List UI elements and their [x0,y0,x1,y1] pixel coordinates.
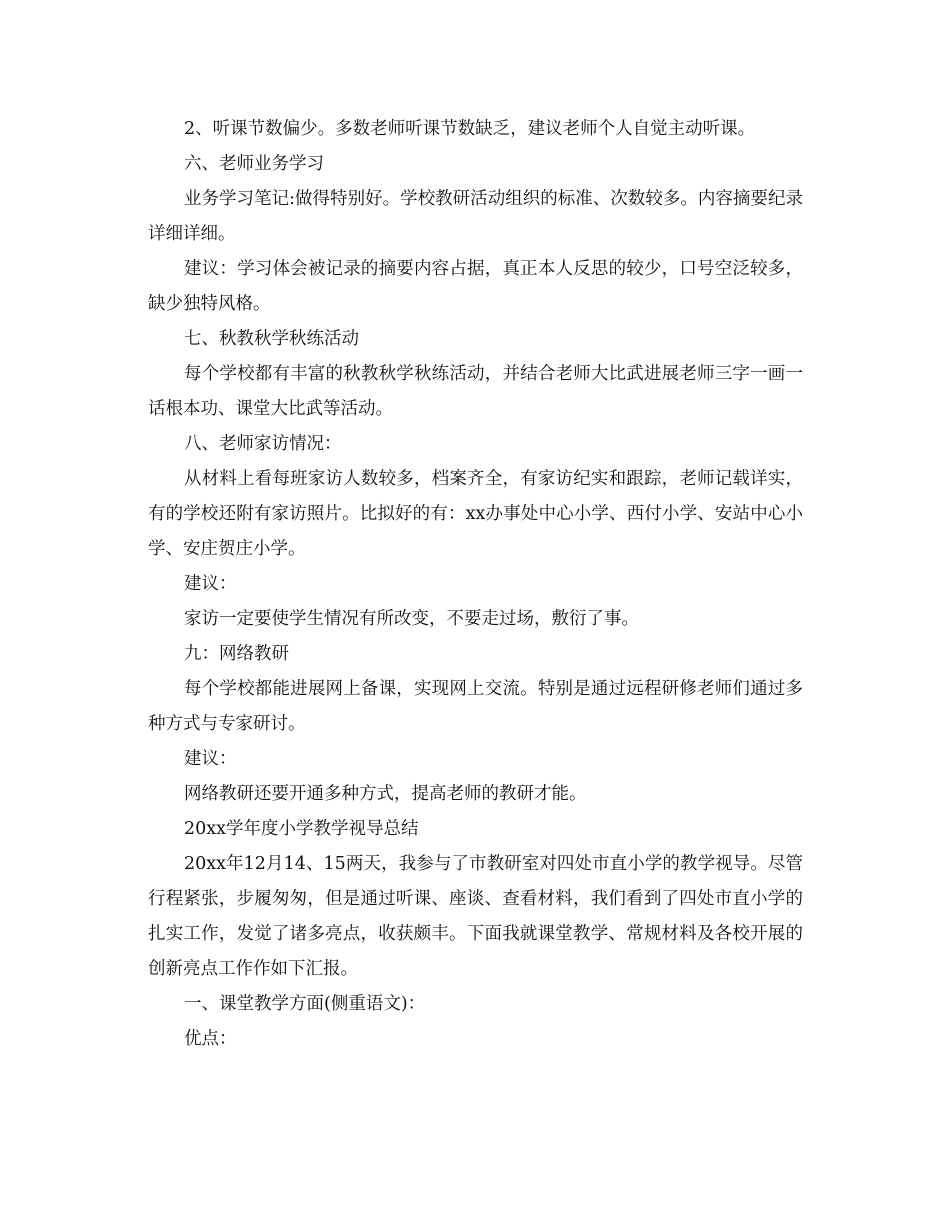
paragraph-study-notes: 业务学习笔记:做得特别好。学校教研活动组织的标准、次数较多。内容摘要纪录详细详细。 [148,189,803,244]
paragraph-online-suggestion: 网络教研还要开通多种方式，提高老师的教研才能。 [184,784,587,804]
paragraph-online-research: 每个学校都能进展网上备课，实现网上交流。特别是通过远程研修老师们通过多种方式与专家研讨。 [148,679,803,734]
paragraph-listening-lessons: 2、听课节数偏少。多数老师听课节数缺乏，建议老师个人自觉主动听课。 [184,119,756,139]
paragraph-study-suggestion: 建议：学习体会被记录的摘要内容占据，真正本人反思的较少，口号空泛较多，缺少独特风格。 [148,259,803,314]
section-title: 20xx学年度小学教学视导总结 [184,819,419,839]
paragraph-inspection-summary: 20xx年12月14、15两天，我参与了市教研室对四处市直小学的教学视导。尽管行程紧张，步履匆匆，但是通过听课、座谈、查看材料，我们看到了四处市直小学的扎实工作，发觉了诸多亮点，收获颇丰。下面我就课堂教学、常规材料及各校开展的创新亮点工作作如下汇报。 [148,854,803,979]
paragraph-home-visit-suggestion: 家访一定要使学生情况有所改变，不要走过场，敷衍了事。 [184,609,639,629]
heading-online-research: 九：网络教研 [184,644,289,664]
heading-home-visits: 八、老师家访情况： [184,434,342,454]
label-suggestion: 建议： [184,574,237,594]
document-body [148,112,803,1057]
paragraph-home-visits: 从材料上看每班家访人数较多，档案齐全，有家访纪实和跟踪，老师记载详实，有的学校还附有家访照片。比拟好的有：xx办事处中心小学、西付小学、安站中心小学、安庄贺庄小学。 [148,469,803,559]
heading-teacher-study: 六、老师业务学习 [184,154,324,174]
label-strengths: 优点： [184,1029,237,1049]
label-suggestion: 建议： [184,749,237,769]
paragraph-autumn-activities: 每个学校都有丰富的秋教秋学秋练活动，并结合老师大比武进展老师三字一画一话根本功、课堂大比武等活动。 [148,364,803,419]
heading-classroom-teaching: 一、课堂教学方面(侧重语文)： [184,994,426,1014]
heading-autumn-activities: 七、秋教秋学秋练活动 [184,329,359,349]
